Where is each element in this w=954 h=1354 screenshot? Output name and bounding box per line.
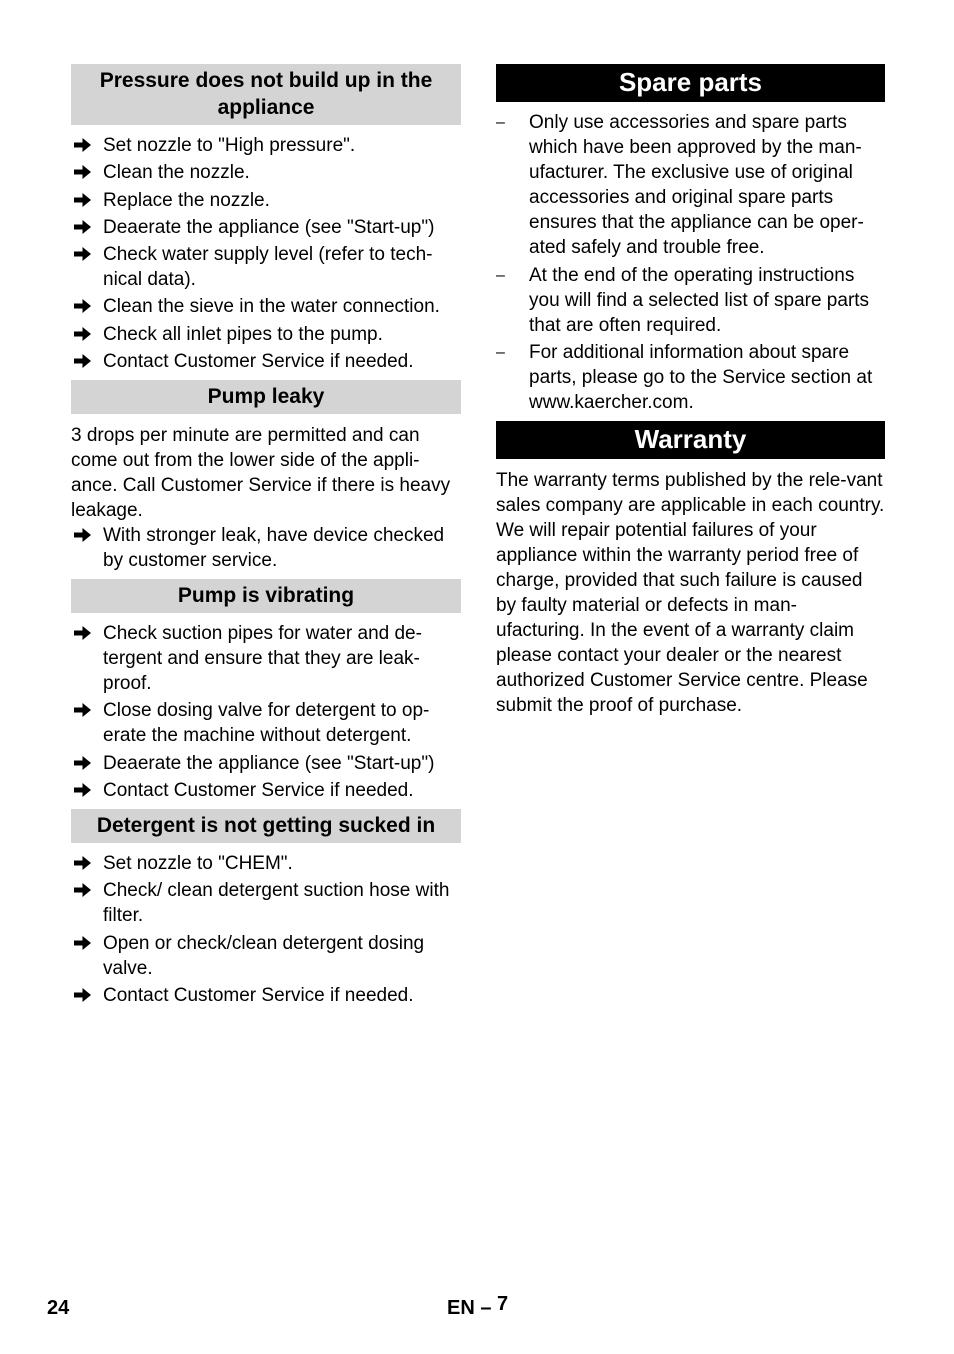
list-item: [71, 851, 461, 876]
list-item: [71, 878, 461, 928]
list-item: [71, 931, 461, 981]
list-item: [71, 751, 461, 776]
list-item: [496, 110, 885, 260]
list-item-text: Clean the sieve in the water connection.: [103, 296, 440, 318]
dash-list: [496, 110, 885, 415]
arrow-right-icon: [74, 137, 91, 153]
list-item-text: Replace the nozzle.: [103, 189, 270, 211]
bullet-list: [71, 523, 461, 573]
arrow-right-icon: [74, 702, 91, 718]
arrow-right-icon: [74, 298, 91, 314]
section-paragraph: 3 drops per minute are permitted and can come out from the lower side of the appli-ance. Call Customer Service if there is heavy leakage.: [71, 425, 451, 522]
section-spare-parts: [496, 64, 885, 415]
list-item: [496, 340, 885, 415]
section-heading: Pressure does not build up in the appliance: [71, 64, 461, 125]
arrow-right-icon: [74, 625, 91, 641]
section-heading: Detergent is not getting sucked in: [71, 809, 461, 843]
footer-lang-label: EN: [447, 1297, 475, 1319]
list-item: [71, 215, 461, 240]
section-detergent: [71, 809, 461, 1008]
section-paragraph: The warranty terms published by the rele-vant sales company are applicable in each country. We will repair potential failures of your appliance within the warranty period free of charge, provided that such failure is caused by faulty material or defects in man-ufacturing. In the event of a warranty claim please contact your dealer or the nearest authorized Customer Service centre. Please submit the proof of purchase.: [496, 470, 885, 716]
list-item-text: Check water supply level (refer to tech-nical data).: [103, 244, 433, 291]
list-item-text: For additional information about spare parts, please go to the Service section at www.kaercher.com.: [529, 342, 873, 413]
list-item-text: Close dosing valve for detergent to op-erate the machine without detergent.: [103, 700, 430, 747]
section-heading: Pump is vibrating: [71, 579, 461, 613]
arrow-right-icon: [74, 755, 91, 771]
list-item: [496, 263, 885, 338]
list-item-text: Contact Customer Service if needed.: [103, 779, 414, 801]
section-pump-vibrating: [71, 579, 461, 803]
arrow-right-icon: [74, 219, 91, 235]
arrow-right-icon: [74, 353, 91, 369]
list-item: [71, 133, 461, 158]
list-item-text: Only use accessories and spare parts which have been approved by the man-ufacturer. The exclusive use of original accessories and original spare parts ensures that the appliance can be oper-ated safely and trouble free.: [529, 112, 864, 258]
main-heading: Spare parts: [496, 64, 885, 102]
left-column: [71, 64, 461, 1014]
list-item: [71, 621, 461, 696]
list-item-text: Open or check/clean detergent dosing valve.: [103, 932, 425, 979]
main-heading: Warranty: [496, 421, 885, 459]
bullet-list: [71, 133, 461, 374]
list-item: [71, 523, 461, 573]
list-item-text: Set nozzle to "CHEM".: [103, 852, 293, 874]
list-item: [71, 242, 461, 292]
list-item: [71, 983, 461, 1008]
section-warranty: [496, 421, 885, 718]
arrow-right-icon: [74, 855, 91, 871]
arrow-right-icon: [74, 164, 91, 180]
arrow-right-icon: [74, 987, 91, 1003]
section-pressure: [71, 64, 461, 374]
list-item: [71, 778, 461, 803]
list-item-text: Contact Customer Service if needed.: [103, 351, 414, 373]
arrow-right-icon: [74, 782, 91, 798]
arrow-right-icon: [74, 192, 91, 208]
dash-icon: –: [496, 266, 505, 284]
arrow-right-icon: [74, 935, 91, 951]
list-item-text: At the end of the operating instructions you will find a selected list of spare parts that are often required.: [529, 264, 870, 336]
footer-lang-separator: –: [480, 1297, 492, 1319]
page-number: 24: [47, 1297, 70, 1319]
list-item: [71, 188, 461, 213]
arrow-right-icon: [74, 326, 91, 342]
list-item-text: Check/ clean detergent suction hose with filter.: [103, 880, 450, 927]
list-item-text: Check suction pipes for water and de-tergent and ensure that they are leak-proof.: [103, 623, 422, 695]
list-item: [71, 349, 461, 374]
dash-icon: –: [496, 114, 505, 131]
arrow-right-icon: [74, 246, 91, 262]
list-item: [71, 294, 461, 319]
footer-lang-number: 7: [497, 1293, 509, 1315]
list-item: [71, 698, 461, 748]
list-item-text: With stronger leak, have device checked by customer service.: [103, 525, 445, 572]
bullet-list: [71, 621, 461, 803]
bullet-list: [71, 851, 461, 1008]
list-item-text: Deaerate the appliance (see "Start-up"): [103, 752, 435, 774]
list-item-text: Set nozzle to "High pressure".: [103, 135, 356, 156]
footer-lang-page: [447, 1293, 509, 1320]
dash-icon: –: [496, 344, 505, 361]
right-column: [496, 64, 885, 718]
list-item-text: Deaerate the appliance (see "Start-up"): [103, 216, 435, 238]
list-item: [71, 160, 461, 185]
list-item-text: Contact Customer Service if needed.: [103, 984, 414, 1006]
list-item-text: Check all inlet pipes to the pump.: [103, 323, 383, 345]
section-heading: Pump leaky: [71, 380, 461, 414]
list-item-text: Clean the nozzle.: [103, 162, 250, 184]
section-pump-leaky: [71, 380, 461, 573]
list-item: [71, 322, 461, 347]
arrow-right-icon: [74, 527, 91, 543]
arrow-right-icon: [74, 882, 91, 898]
